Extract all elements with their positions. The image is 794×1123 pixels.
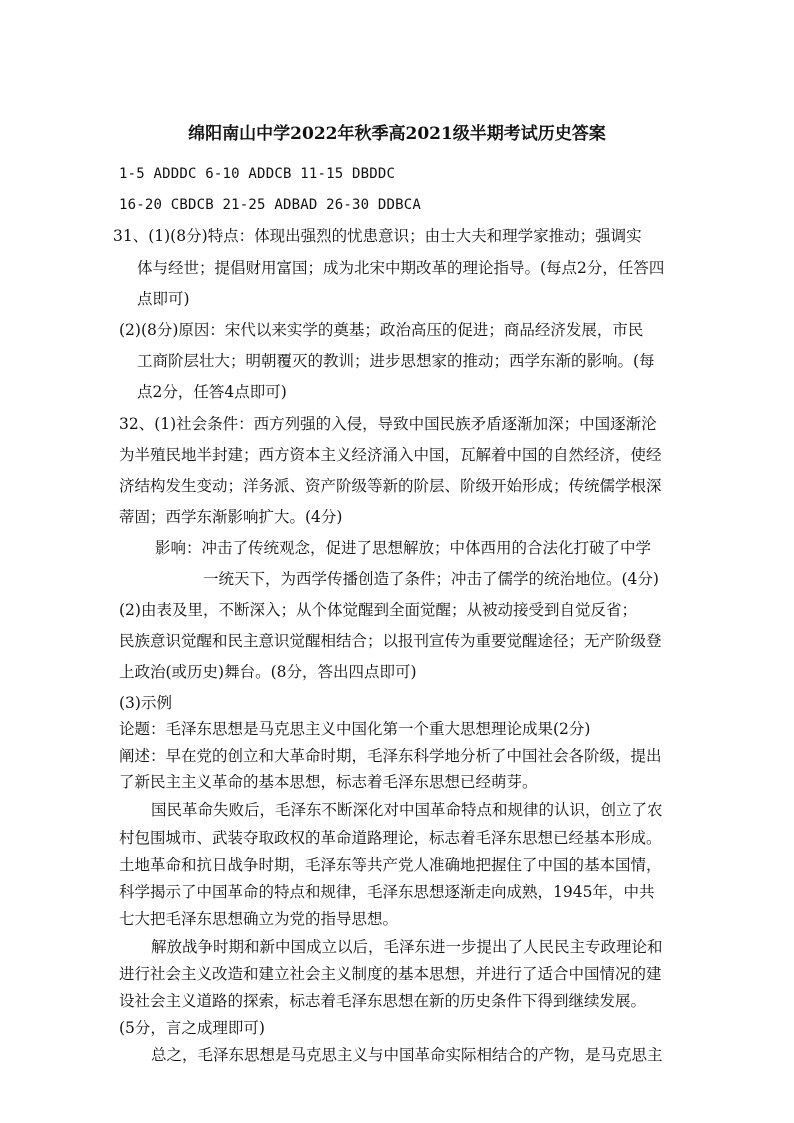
text-line-21: 了新民主主义革命的基本思想，标志着毛泽东思想已经萌芽。: [119, 773, 538, 791]
text-line-9: 32、(1)社会条件：西方列强的入侵，导致中国民族矛盾逐渐加深；中国逐渐沦: [119, 415, 657, 433]
answer-line-2: 16-20 CBDCB 21-25 ADBAD 26-30 DDBCA: [119, 197, 422, 213]
text-line-27: 解放战争时期和新中国成立以后，毛泽东进一步提出了人民民主专政理论和: [151, 938, 663, 956]
text-line-8: 点2分，任答4点即可): [137, 383, 287, 401]
text-line-11: 济结构发生变动；洋务派、资产阶级等新的阶层、阶级开始形成；传统儒学根深: [119, 477, 662, 495]
text-line-16: 民族意识觉醒和民主意识觉醒相结合；以报刊宣传为重要觉醒途径；无产阶级登: [119, 632, 662, 650]
text-line-14: 一统天下，为西学传播创造了条件；冲击了儒学的统治地位。(4分): [203, 570, 659, 588]
text-line-19: 论题：毛泽东思想是马克思主义中国化第一个重大思想理论成果(2分): [119, 720, 591, 738]
text-line-29: 设社会主义道路的探索，标志着毛泽东思想在新的历史条件下得到继续发展。: [119, 992, 647, 1010]
text-line-10: 为半殖民地半封建；西方资本主义经济涌入中国，瓦解着中国的自然经济，使经: [119, 446, 662, 464]
text-line-3: 31、(1)(8分)特点：体现出强烈的忧患意识；由士大夫和理学家推动；强调实: [113, 227, 642, 245]
text-line-24: 土地革命和抗日战争时期，毛泽东等共产党人准确地把握住了中国的基本国情，: [119, 856, 662, 874]
text-line-4: 体与经世；提倡财用富国；成为北宋中期改革的理论指导。(每点2分，任答四: [137, 259, 665, 277]
text-line-26: 七大把毛泽东思想确立为党的指导思想。: [119, 910, 399, 928]
text-line-15: (2)由表及里，不断深入；从个体觉醒到全面觉醒；从被动接受到自觉反省；: [119, 601, 637, 619]
answer-line-1: 1-5 ADDDC 6-10 ADDCB 11-15 DBDDC: [119, 166, 396, 182]
text-line-31: 总之，毛泽东思想是马克思主义与中国革命实际相结合的产物，是马克思主: [151, 1046, 663, 1064]
text-line-12: 蒂固；西学东渐影响扩大。(4分): [119, 508, 343, 526]
text-line-20: 阐述：早在党的创立和大革命时期，毛泽东科学地分析了中国社会各阶级，提出: [119, 747, 662, 765]
text-line-23: 村包围城市、武装夺取政权的革命道路理论，标志着毛泽东思想已经基本形成。: [119, 829, 662, 847]
text-line-17: 上政治(或历史)舞台。(8分，答出四点即可): [119, 663, 417, 681]
text-line-18: (3)示例: [119, 694, 172, 712]
text-line-5: 点即可): [137, 290, 190, 308]
text-line-25: 科学揭示了中国革命的特点和规律，毛泽东思想逐渐走向成熟，1945年，中共: [119, 883, 655, 901]
text-line-22: 国民革命失败后，毛泽东不断深化对中国革命特点和规律的认识，创立了农: [151, 801, 663, 819]
text-line-28: 进行社会主义改造和建立社会主义制度的基本思想，并进行了适合中国情况的建: [119, 965, 662, 983]
text-line-13: 影响：冲击了传统观念，促进了思想解放；中体西用的合法化打破了中学: [155, 539, 652, 557]
document-title: 绵阳南山中学2022年秋季高2021级半期考试历史答案: [188, 124, 606, 144]
text-line-7: 工商阶层壮大；明朝覆灭的教训；进步思想家的推动；西学东渐的影响。(每: [137, 352, 655, 370]
text-line-6: (2)(8分)原因：宋代以来实学的奠基；政治高压的促进；商品经济发展，市民: [119, 321, 644, 339]
text-line-30: (5分，言之成理即可): [119, 1019, 265, 1037]
